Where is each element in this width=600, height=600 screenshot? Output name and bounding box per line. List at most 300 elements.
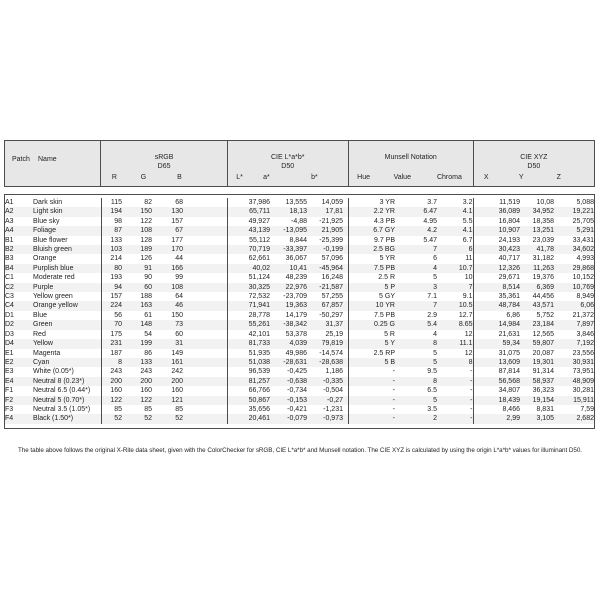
- group-title-lab: CIE L*a*b*: [270, 154, 305, 161]
- srgb-g-cell: 128: [140, 236, 152, 244]
- srgb-b-cell: 68: [175, 199, 183, 206]
- xyz-y-cell: 19,154: [532, 396, 554, 404]
- srgb-g-cell: 91: [144, 264, 152, 272]
- spacer-cell: [183, 301, 227, 310]
- table-row: [5, 320, 594, 329]
- srgb-b-cell: 44: [175, 255, 183, 263]
- patch-name-cell: Neutral 3.5 (1.05*): [33, 405, 91, 413]
- spacer-cell: [183, 207, 227, 216]
- munsell-hue-cell: 5 P: [348, 283, 395, 292]
- xyz-y-cell: 44,456: [532, 293, 554, 301]
- patch-name-cell: Moderate red: [33, 274, 75, 282]
- patch-name-cell: Green: [33, 321, 53, 329]
- munsell-value-cell: 3: [433, 283, 437, 291]
- table-row: [5, 339, 594, 348]
- srgb-g-cell: 148: [140, 321, 152, 329]
- xyz-y-cell: 41,78: [536, 246, 554, 254]
- xyz-x-cell: 29,671: [473, 273, 520, 282]
- xyz-x-cell: 8,466: [473, 405, 520, 414]
- lab-l-cell: 35,656: [227, 405, 270, 414]
- lab-l-cell: 51,038: [227, 358, 270, 367]
- spacer-cell: [183, 405, 227, 414]
- srgb-r-cell: 94: [101, 283, 122, 292]
- munsell-value-cell: 4: [433, 264, 437, 272]
- srgb-r-cell: 214: [101, 254, 122, 263]
- lab-l-cell: 40,02: [227, 264, 270, 273]
- lab-b-cell: 57,255: [321, 293, 343, 301]
- xyz-y-cell: 23,184: [532, 321, 554, 329]
- patch-id-cell: D1: [5, 311, 14, 319]
- srgb-g-cell: 126: [140, 255, 152, 263]
- patch-table: [5, 198, 594, 424]
- srgb-g-cell: 199: [140, 340, 152, 348]
- lab-b-cell: -0,335: [323, 377, 343, 385]
- srgb-b-cell: 67: [175, 227, 183, 235]
- patch-id-cell: A1: [5, 199, 14, 206]
- munsell-chroma-cell: 9.1: [462, 293, 473, 301]
- srgb-r-cell: 194: [101, 207, 122, 216]
- munsell-value-cell: 4: [433, 330, 437, 338]
- patch-name-cell: Cyan: [33, 358, 50, 366]
- table-row: [5, 245, 594, 254]
- lab-l-cell: 55,112: [227, 236, 270, 245]
- patch-id-cell: A4: [5, 227, 14, 235]
- footnote: The table above follows the original X-Rite data sheet, given with the ColorChecker for sRGB, CIE L*a*b* and Munsell notation. The CIE XYZ is calculated by using the origin L*a*b* values for illuminant D50.: [18, 447, 582, 454]
- srgb-b-cell: 160: [171, 387, 183, 395]
- group-title-munsell: Munsell Notation: [384, 154, 437, 161]
- lab-l-cell: 65,711: [227, 207, 270, 216]
- spacer-cell: [183, 236, 227, 245]
- xyz-z-cell: 48,909: [572, 377, 594, 385]
- patch-id-cell: B4: [5, 264, 14, 272]
- srgb-b-cell: 200: [171, 377, 183, 385]
- lab-b-cell: 67,857: [321, 302, 343, 310]
- munsell-chroma-cell: 12.7: [458, 311, 473, 319]
- munsell-value-cell: 6: [433, 255, 437, 263]
- patch-name-cell: Black (1.50*): [33, 415, 74, 423]
- srgb-r-cell: 70: [101, 320, 122, 329]
- lab-b-cell: -21,587: [319, 283, 343, 291]
- srgb-g-cell: 86: [144, 349, 152, 357]
- munsell-chroma-cell: 8: [468, 358, 473, 366]
- lab-l-cell: 70,719: [227, 245, 270, 254]
- lab-a-cell: -13,095: [283, 227, 307, 235]
- xyz-z-cell: 7,897: [576, 321, 594, 329]
- lab-a-cell: 48,239: [285, 274, 307, 282]
- srgb-r-cell: 243: [101, 367, 122, 376]
- lab-b-cell: 25,19: [325, 330, 343, 338]
- xyz-y-cell: 6,369: [536, 283, 554, 291]
- col-header-name: Name: [38, 156, 57, 163]
- xyz-x-cell: 2,99: [473, 414, 520, 423]
- lab-b-cell: 21,905: [321, 227, 343, 235]
- xyz-y-cell: 43,571: [532, 302, 554, 310]
- lab-a-cell: -0,153: [287, 396, 307, 404]
- header-group-lab: [227, 141, 348, 186]
- srgb-r-cell: 160: [101, 386, 122, 395]
- srgb-r-cell: 231: [101, 339, 122, 348]
- lab-l-cell: 30,325: [227, 283, 270, 292]
- table-row: [5, 198, 594, 207]
- col-header-b: B: [177, 174, 182, 181]
- patch-name-cell: Bluish green: [33, 246, 72, 254]
- srgb-b-cell: 130: [171, 208, 183, 216]
- header-group-xyz: [473, 141, 594, 186]
- spacer-cell: [183, 358, 227, 367]
- patch-id-cell: A3: [5, 217, 14, 225]
- munsell-chroma-cell: 10.5: [458, 302, 473, 310]
- munsell-value-cell: 8: [433, 377, 437, 385]
- srgb-r-cell: 175: [101, 330, 122, 339]
- munsell-value-cell: 4.2: [427, 227, 437, 235]
- srgb-b-cell: 85: [175, 405, 183, 413]
- xyz-y-cell: 36,323: [532, 387, 554, 395]
- group-subtitle-lab: D50: [281, 163, 295, 170]
- munsell-hue-cell: -: [348, 367, 395, 376]
- xyz-y-cell: 11,263: [533, 264, 554, 272]
- group-subtitle-xyz: D50: [527, 163, 541, 170]
- munsell-hue-cell: 9.7 PB: [348, 236, 395, 245]
- lab-b-cell: -0,27: [327, 396, 343, 404]
- spacer-cell: [183, 226, 227, 235]
- munsell-value-cell: 7: [433, 246, 437, 254]
- lab-a-cell: -33,397: [283, 246, 307, 254]
- munsell-hue-cell: 7.5 PB: [348, 311, 395, 320]
- table-row: [5, 377, 594, 386]
- munsell-chroma-cell: 4.1: [462, 227, 473, 235]
- patch-name-cell: Neutral 8 (0.23*): [33, 377, 85, 385]
- patch-name-cell: Yellow: [33, 340, 53, 348]
- xyz-x-cell: 59,34: [473, 339, 520, 348]
- xyz-x-cell: 21,631: [473, 330, 520, 339]
- spacer-cell: [183, 367, 227, 376]
- xyz-y-cell: 8,831: [536, 405, 554, 413]
- srgb-r-cell: 56: [101, 311, 122, 320]
- table-row: [5, 254, 594, 263]
- table-row: [5, 396, 594, 405]
- munsell-hue-cell: -: [348, 414, 395, 423]
- spacer-cell: [183, 414, 227, 423]
- lab-b-cell: -0,504: [323, 387, 343, 395]
- xyz-y-cell: 20,087: [532, 349, 554, 357]
- patch-id-cell: E4: [5, 377, 14, 385]
- srgb-g-cell: 60: [144, 283, 152, 291]
- lab-b-cell: -21,925: [319, 217, 343, 225]
- xyz-x-cell: 56,568: [473, 377, 520, 386]
- table-row: [5, 311, 594, 320]
- srgb-r-cell: 98: [101, 217, 122, 226]
- srgb-r-cell: 87: [101, 226, 122, 235]
- xyz-x-cell: 24,193: [473, 236, 520, 245]
- srgb-r-cell: 200: [101, 377, 122, 386]
- srgb-r-cell: 115: [101, 198, 122, 207]
- spacer-cell: [183, 377, 227, 386]
- lab-l-cell: 43,139: [227, 226, 270, 235]
- spacer-cell: [183, 396, 227, 405]
- table-row: [5, 358, 594, 367]
- spacer-cell: [183, 198, 227, 207]
- srgb-r-cell: 85: [101, 405, 122, 414]
- spacer-cell: [183, 217, 227, 226]
- lab-a-cell: -0,425: [287, 368, 307, 376]
- table-row: [5, 207, 594, 216]
- lab-a-cell: 8,844: [289, 236, 307, 244]
- srgb-r-cell: 224: [101, 301, 122, 310]
- srgb-b-cell: 64: [175, 293, 183, 301]
- col-header-g: G: [140, 174, 147, 181]
- table-row: [5, 405, 594, 414]
- table-header: [4, 140, 595, 187]
- group-subtitle-srgb: D65: [157, 163, 171, 170]
- lab-a-cell: -0,638: [287, 377, 307, 385]
- srgb-g-cell: 61: [144, 311, 152, 319]
- xyz-y-cell: 3,105: [536, 415, 554, 423]
- munsell-value-cell: 2: [433, 415, 437, 423]
- patch-id-cell: E3: [5, 368, 14, 376]
- munsell-hue-cell: 5 R: [348, 330, 395, 339]
- xyz-x-cell: 18,439: [473, 396, 520, 405]
- xyz-x-cell: 34,807: [473, 386, 520, 395]
- munsell-chroma-cell: 12: [464, 330, 473, 338]
- patch-id-cell: B1: [5, 236, 14, 244]
- munsell-hue-cell: 5 B: [348, 358, 395, 367]
- munsell-chroma-cell: -: [470, 405, 473, 413]
- patch-name-cell: Blue flower: [33, 236, 68, 244]
- patch-id-cell: B2: [5, 246, 14, 254]
- srgb-r-cell: 122: [101, 396, 122, 405]
- lab-a-cell: 18,13: [289, 208, 307, 216]
- munsell-value-cell: 9.5: [427, 368, 437, 376]
- lab-b-cell: 57,096: [321, 255, 343, 263]
- patch-id-cell: F3: [5, 405, 14, 413]
- spacer-cell: [183, 320, 227, 329]
- lab-l-cell: 71,941: [227, 301, 270, 310]
- patch-id-cell: C4: [5, 302, 14, 310]
- munsell-value-cell: 3.5: [427, 405, 437, 413]
- xyz-y-cell: 23,039: [532, 236, 554, 244]
- xyz-z-cell: 34,602: [572, 246, 594, 254]
- srgb-g-cell: 90: [144, 274, 152, 282]
- table-body: [5, 198, 594, 424]
- lab-l-cell: 96,539: [227, 367, 270, 376]
- lab-b-cell: 17,81: [325, 208, 343, 216]
- table-row: [5, 226, 594, 235]
- table-row: [5, 283, 594, 292]
- xyz-x-cell: 35,361: [473, 292, 520, 301]
- xyz-z-cell: 33,431: [572, 236, 594, 244]
- patch-id-cell: D3: [5, 330, 14, 338]
- patch-id-cell: F2: [5, 396, 14, 404]
- lab-a-cell: -0,734: [287, 387, 307, 395]
- xyz-z-cell: 5,088: [576, 199, 594, 206]
- xyz-z-cell: 19,221: [572, 208, 594, 216]
- xyz-y-cell: 19,301: [532, 358, 554, 366]
- patch-id-cell: D2: [5, 321, 14, 329]
- lab-a-cell: 14,179: [285, 311, 307, 319]
- lab-a-cell: -28,631: [283, 358, 307, 366]
- srgb-g-cell: 54: [144, 330, 152, 338]
- srgb-g-cell: 108: [140, 227, 152, 235]
- srgb-b-cell: 157: [171, 217, 183, 225]
- srgb-b-cell: 177: [171, 236, 183, 244]
- srgb-b-cell: 170: [171, 246, 183, 254]
- munsell-hue-cell: 5 YR: [348, 254, 395, 263]
- col-header-y: Y: [518, 174, 524, 181]
- munsell-chroma-cell: 6.7: [462, 236, 473, 244]
- lab-a-cell: 13,555: [285, 199, 307, 206]
- munsell-chroma-cell: 7: [468, 283, 473, 291]
- munsell-value-cell: 5: [433, 274, 437, 282]
- spacer-cell: [183, 245, 227, 254]
- srgb-r-cell: 187: [101, 349, 122, 358]
- xyz-y-cell: 18,358: [532, 217, 554, 225]
- lab-l-cell: 49,927: [227, 217, 270, 226]
- table-row: [5, 414, 594, 423]
- lab-a-cell: -0,421: [287, 405, 307, 413]
- table-row: [5, 264, 594, 273]
- patch-name-cell: Orange yellow: [33, 302, 78, 310]
- srgb-b-cell: 73: [175, 321, 183, 329]
- munsell-chroma-cell: 12: [464, 349, 473, 357]
- patch-name-cell: Blue: [33, 311, 48, 319]
- xyz-z-cell: 8,949: [576, 293, 594, 301]
- lab-a-cell: 10,41: [289, 264, 307, 272]
- patch-name-cell: Yellow green: [33, 293, 73, 301]
- lab-b-cell: -28,638: [319, 358, 343, 366]
- lab-l-cell: 62,661: [227, 254, 270, 263]
- xyz-y-cell: 59,807: [532, 340, 554, 348]
- lab-l-cell: 28,778: [227, 311, 270, 320]
- srgb-b-cell: 242: [171, 368, 183, 376]
- xyz-x-cell: 16,804: [473, 217, 520, 226]
- xyz-z-cell: 3,846: [576, 330, 594, 338]
- munsell-value-cell: 3.7: [427, 199, 437, 206]
- lab-l-cell: 42,101: [227, 330, 270, 339]
- xyz-z-cell: 21,372: [572, 311, 594, 319]
- srgb-g-cell: 163: [140, 302, 152, 310]
- srgb-r-cell: 52: [101, 414, 122, 423]
- munsell-hue-cell: 5 GY: [348, 292, 395, 301]
- xyz-z-cell: 29,868: [572, 264, 594, 272]
- col-header-lstar: L*: [236, 174, 243, 181]
- srgb-b-cell: 108: [171, 283, 183, 291]
- patch-id-cell: E2: [5, 358, 14, 366]
- patch-id-cell: F4: [5, 415, 14, 423]
- patch-id-cell: C3: [5, 293, 14, 301]
- table-row: [5, 386, 594, 395]
- lab-l-cell: 37,986: [227, 198, 270, 207]
- xyz-y-cell: 10,08: [536, 199, 554, 206]
- lab-a-cell: 22,976: [285, 283, 307, 291]
- patch-name-cell: Neutral 5 (0.70*): [33, 396, 85, 404]
- col-header-r: R: [111, 174, 117, 181]
- munsell-value-cell: 6.5: [427, 387, 437, 395]
- xyz-z-cell: 7,192: [576, 340, 594, 348]
- spacer-cell: [183, 292, 227, 301]
- xyz-z-cell: 6,06: [580, 302, 594, 310]
- munsell-hue-cell: -: [348, 405, 395, 414]
- xyz-x-cell: 14,984: [473, 320, 520, 329]
- srgb-g-cell: 52: [144, 415, 152, 423]
- xyz-z-cell: 30,281: [572, 387, 594, 395]
- header-group-patch-name: [5, 141, 100, 186]
- xyz-y-cell: 19,376: [532, 274, 554, 282]
- patch-name-cell: Foliage: [33, 227, 56, 235]
- munsell-hue-cell: 2.5 BG: [348, 245, 395, 254]
- srgb-g-cell: 150: [140, 208, 152, 216]
- patch-id-cell: C1: [5, 274, 14, 282]
- table-row: [5, 330, 594, 339]
- xyz-x-cell: 13,609: [473, 358, 520, 367]
- lab-b-cell: 1,186: [325, 368, 343, 376]
- lab-b-cell: -45,964: [319, 264, 343, 272]
- srgb-b-cell: 31: [175, 340, 183, 348]
- xyz-y-cell: 34,952: [532, 208, 554, 216]
- srgb-b-cell: 161: [171, 358, 183, 366]
- lab-l-cell: 51,935: [227, 349, 270, 358]
- header-group-munsell: [348, 141, 473, 186]
- srgb-r-cell: 8: [101, 358, 122, 367]
- munsell-chroma-cell: -: [470, 387, 473, 395]
- lab-a-cell: -0,079: [287, 415, 307, 423]
- munsell-chroma-cell: 11: [465, 255, 473, 263]
- patch-id-cell: D4: [5, 340, 14, 348]
- xyz-z-cell: 5,291: [576, 227, 594, 235]
- srgb-r-cell: 193: [101, 273, 122, 282]
- xyz-x-cell: 48,784: [473, 301, 520, 310]
- munsell-value-cell: 5.4: [427, 321, 437, 329]
- munsell-value-cell: 7.1: [427, 293, 437, 301]
- lab-l-cell: 50,867: [227, 396, 270, 405]
- munsell-hue-cell: 2.5 R: [348, 273, 395, 282]
- lab-b-cell: -0,199: [323, 246, 343, 254]
- group-subtitle-munsell: [349, 162, 473, 171]
- munsell-value-cell: 6.47: [423, 208, 437, 216]
- spacer-cell: [183, 339, 227, 348]
- lab-l-cell: 66,766: [227, 386, 270, 395]
- xyz-x-cell: 31,075: [473, 349, 520, 358]
- patch-name-cell: Magenta: [33, 349, 61, 357]
- col-header-value: Value: [393, 174, 411, 181]
- xyz-y-cell: 12,565: [532, 330, 554, 338]
- munsell-chroma-cell: 3.2: [462, 199, 473, 206]
- lab-b-cell: -0,973: [323, 415, 343, 423]
- lab-b-cell: -25,399: [319, 236, 343, 244]
- munsell-chroma-cell: -: [470, 377, 473, 385]
- xyz-z-cell: 15,911: [573, 396, 594, 404]
- xyz-z-cell: 30,931: [572, 358, 594, 366]
- srgb-g-cell: 243: [140, 368, 152, 376]
- xyz-z-cell: 10,152: [572, 274, 594, 282]
- lab-a-cell: -38,342: [283, 321, 307, 329]
- srgb-g-cell: 122: [140, 396, 152, 404]
- srgb-r-cell: 133: [101, 236, 122, 245]
- munsell-chroma-cell: -: [470, 415, 473, 423]
- srgb-b-cell: 46: [175, 302, 183, 310]
- munsell-chroma-cell: -: [470, 396, 473, 404]
- lab-l-cell: 72,532: [227, 292, 270, 301]
- xyz-z-cell: 73,951: [572, 368, 594, 376]
- munsell-chroma-cell: 5.5: [462, 217, 473, 225]
- srgb-g-cell: 122: [140, 217, 152, 225]
- col-header-chroma: Chroma: [436, 174, 462, 181]
- spacer-cell: [183, 283, 227, 292]
- xyz-z-cell: 7,59: [580, 405, 594, 413]
- spacer-cell: [183, 386, 227, 395]
- table-row: [5, 236, 594, 245]
- xyz-z-cell: 10,769: [572, 283, 594, 291]
- srgb-b-cell: 52: [175, 415, 183, 423]
